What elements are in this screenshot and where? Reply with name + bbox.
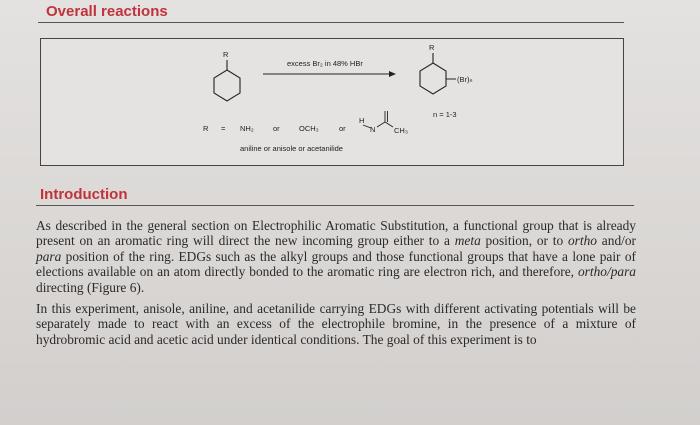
acetamido-structure — [359, 111, 408, 135]
reaction-arrow — [263, 71, 396, 77]
reaction-conditions: excess Br₂ in 48% HBr — [287, 59, 363, 68]
introduction-body — [36, 218, 636, 353]
product-r-label: R — [429, 43, 435, 52]
option-or-1: or — [273, 124, 280, 133]
overall-reactions-heading: Overall reactions — [46, 3, 168, 20]
reactant-benzene-ring — [214, 50, 240, 101]
n-range: n = 1-3 — [433, 110, 457, 119]
option-or-2: or — [339, 124, 346, 133]
acetamido-h: H — [359, 116, 365, 125]
introduction-rule — [36, 205, 634, 206]
r-options-label: R — [203, 124, 209, 133]
option-och3: OCH₃ — [299, 124, 319, 133]
intro-paragraph-2: In this experiment, anisole, aniline, and acetanilide carrying EDGs with different activating potentials will be separately made to react with an excess of the electrophile bromine, in the presence of a mixture of hydrobromic acid and acetic acid under identical conditions. The goal of this experiment is to — [36, 301, 636, 347]
introduction-heading: Introduction — [40, 186, 128, 203]
reaction-scheme — [41, 39, 623, 165]
r-equals: = — [221, 124, 226, 133]
reactant-caption: aniline or anisole or acetanilide — [240, 144, 343, 153]
acetamido-n: N — [370, 125, 376, 134]
acetamido-ch3: CH₃ — [394, 126, 408, 135]
heading-rule — [38, 22, 624, 23]
reactant-r-label: R — [223, 50, 229, 59]
bromine-substituent: (Br)ₙ — [457, 75, 473, 84]
reaction-scheme-box — [40, 38, 624, 166]
option-nh2: NH₂ — [240, 124, 254, 133]
intro-paragraph-1: As described in the general section on Electrophilic Aromatic Substitution, a functional group that is already present on an aromatic ring will direct the new incoming group either to a meta position, or to ortho and/or para position of the ring. EDGs such as the alkyl groups and those functional groups that have a lone pair of elections available on an atom directly bonded to the aromatic ring are electron rich, and therefore, ortho/para directing (Figure 6). — [36, 218, 637, 295]
product-benzene-ring — [420, 43, 472, 94]
